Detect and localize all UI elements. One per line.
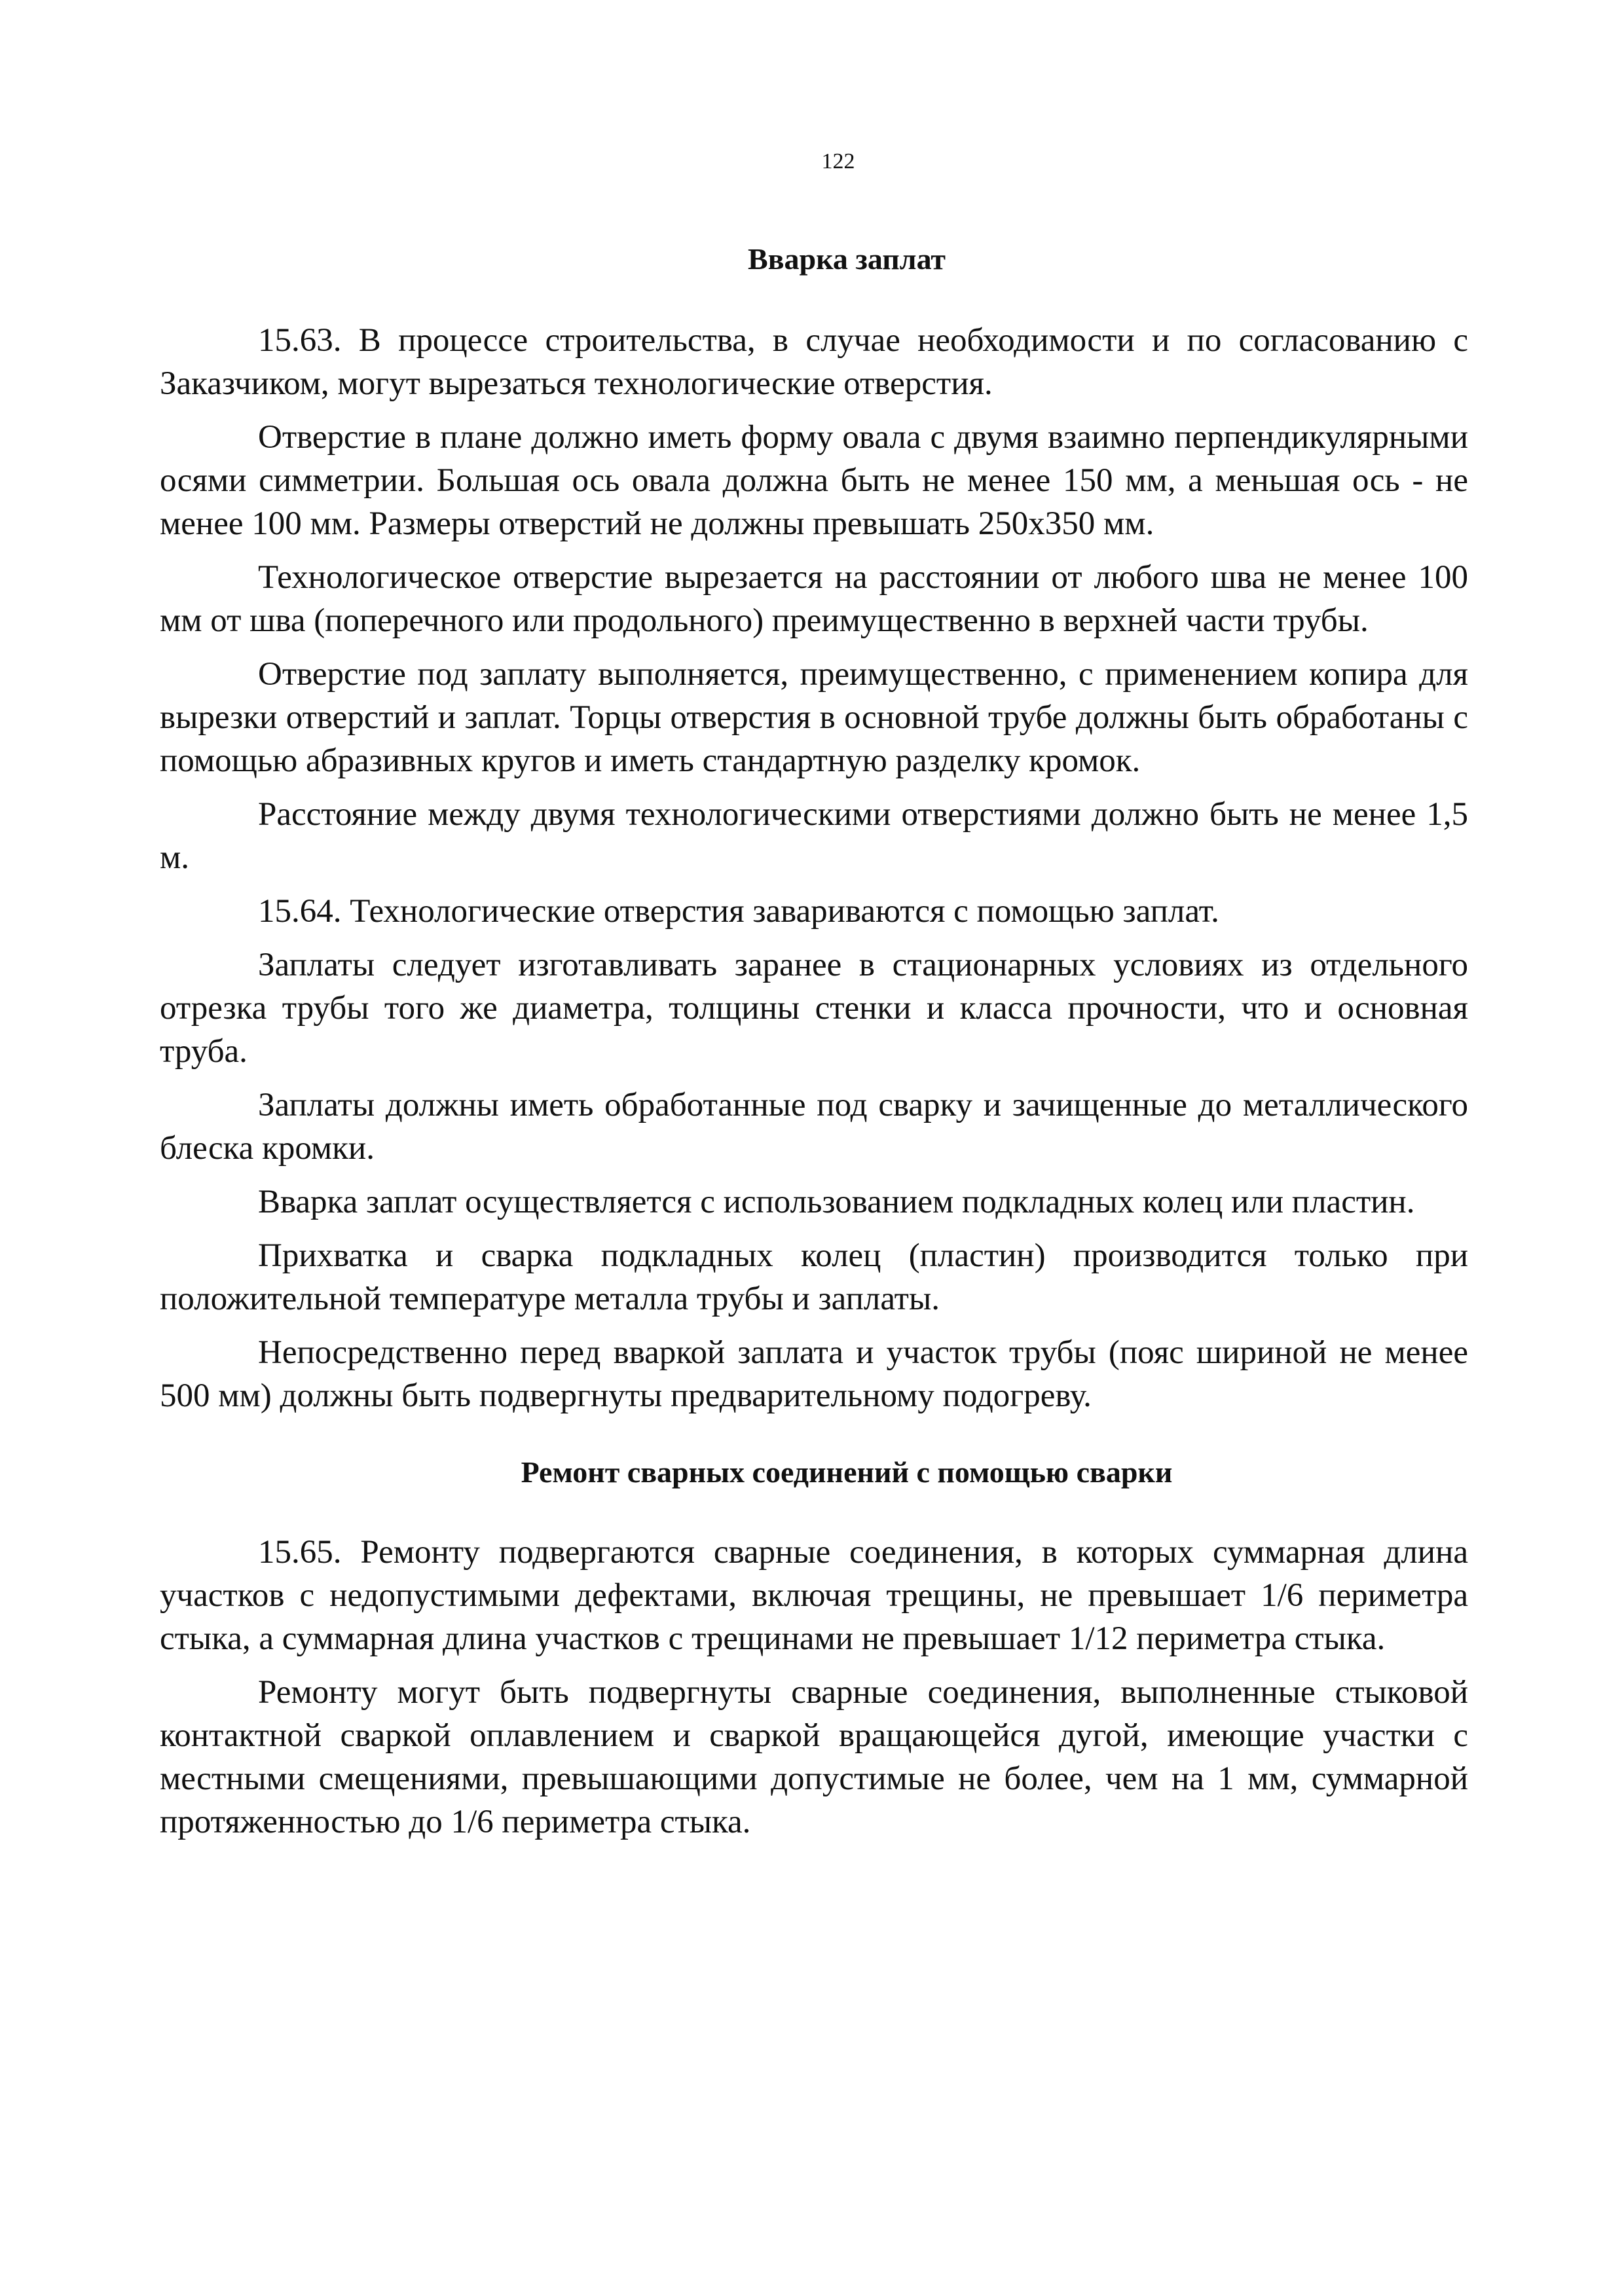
paragraph: Технологическое отверстие вырезается на расстоянии от любого шва не менее 100 мм от шва (поперечного или продольного) преимущественно в верхней части трубы. bbox=[160, 559, 1468, 640]
paragraph: Отверстие под заплату выполняется, преимущественно, с применением копира для вырезки отверстий и заплат. Торцы отверстия в основной трубе должны быть обработаны с помощью абразивных кругов и иметь стандартную разделку кромок. bbox=[160, 656, 1468, 780]
paragraph: Отверстие в плане должно иметь форму овала с двумя взаимно перпендикулярными осями симметрии. Большая ось овала должна быть не менее 150 мм, а меньшая ось - не менее 100 мм. Размеры отверстий не должны превышать 250х350 мм. bbox=[160, 419, 1468, 543]
paragraph: Вварка заплат осуществляется с использованием подкладных колец или пластин. bbox=[258, 1184, 1415, 1221]
section-heading-patch-welding: Вварка заплат bbox=[747, 242, 946, 276]
paragraph: 15.65. Ремонту подвергаются сварные соединения, в которых суммарная длина участков с недопустимыми дефектами, включая трещины, не превышает 1/6 периметра стыка, а суммарная длина участков с трещинами не превышает 1/12 периметра стыка. bbox=[160, 1534, 1468, 1658]
section-heading-weld-repair: Ремонт сварных соединений с помощью сварки bbox=[521, 1455, 1173, 1489]
paragraph: Ремонту могут быть подвергнуты сварные соединения, выполненные стыковой контактной сваркой оплавлением и сваркой вращающейся дугой, имеющие участки с местными смещениями, превышающими допустимые не более, чем на 1 мм, суммарной протяженностью до 1/6 периметра стыка. bbox=[160, 1674, 1468, 1841]
paragraph: Непосредственно перед вваркой заплата и участок трубы (пояс шириной не менее 500 мм) должны быть подвергнуты предварительному подогреву. bbox=[160, 1334, 1468, 1415]
paragraph: Расстояние между двумя технологическими отверстиями должно быть не менее 1,5 м. bbox=[160, 796, 1468, 877]
paragraph: 15.63. В процессе строительства, в случае необходимости и по согласованию с Заказчиком, могут вырезаться технологические отверстия. bbox=[160, 322, 1468, 403]
section-weld-repair bbox=[160, 1454, 1468, 1844]
paragraph: 15.64. Технологические отверстия завариваются с помощью заплат. bbox=[258, 893, 1219, 930]
section-patch-welding bbox=[160, 241, 1468, 1417]
paragraph: Заплаты должны иметь обработанные под сварку и зачищенные до металлического блеска кромки. bbox=[160, 1087, 1468, 1167]
page-content bbox=[160, 241, 1468, 1854]
paragraph: Заплаты следует изготавливать заранее в стационарных условиях из отдельного отрезка трубы того же диаметра, толщины стенки и класса прочности, что и основная труба. bbox=[160, 947, 1468, 1070]
page-number: 122 bbox=[821, 149, 855, 173]
paragraph: Прихватка и сварка подкладных колец (пластин) производится только при положительной температуре металла трубы и заплаты. bbox=[160, 1237, 1468, 1318]
